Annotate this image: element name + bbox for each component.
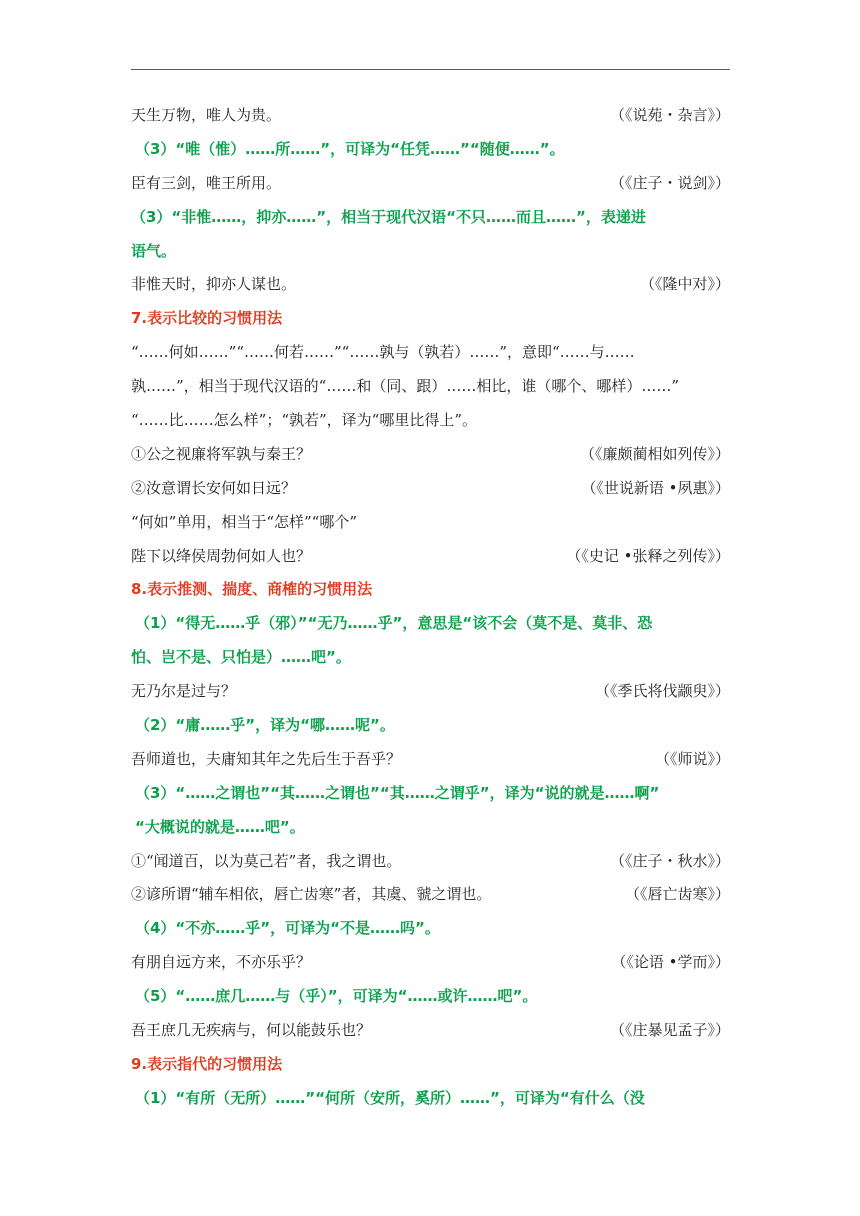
example-line: ①“闻道百，以为莫己若”者，我之谓也。 （《庄子・秋水》）: [131, 845, 730, 879]
source-citation: （《庄子・秋水》）: [609, 851, 730, 870]
body-line: “……比……怎么样”；“孰若”，译为“哪里比得上”。: [131, 411, 478, 430]
rule-line: （1）“得无……乎（邪）”“无乃……乎”，意思是“该不会（莫不是、莫非、恐: [135, 614, 653, 633]
rule-line: （5）“……庶几……与（乎）”，可译为“……或许……吧”。: [135, 987, 538, 1006]
rule-line-continued: “大概说的就是……吧”。: [135, 817, 305, 836]
example-line: 无乃尔是过与？ （《季氏将伐颛臾》）: [131, 675, 730, 709]
rule-line-continued: 怕、岂不是、只怕是）……吧”。: [131, 648, 351, 667]
source-citation: （《论语 •学而》）: [611, 953, 730, 972]
example-line: 天生万物，唯人为贵。 （《说苑・杂言》）: [131, 99, 730, 133]
example-line: 臣有三剑，唯王所用。 （《庄子・说剑》）: [131, 167, 730, 201]
example-line: ②谚所谓“辅车相依，唇亡齿寒”者，其虞、虢之谓也。 （《唇亡齿寒》）: [131, 878, 730, 912]
example-line: 有朋自远方来，不亦乐乎？ （《论语 •学而》）: [131, 946, 730, 980]
rule-line: （2）“庸……乎”，译为“哪……呢”。: [135, 716, 395, 735]
example-line: 非惟天时，抑亦人谋也。 （《隆中对》）: [131, 268, 730, 302]
source-citation: （《说苑・杂言》）: [609, 106, 730, 124]
source-citation: （《庄子・说剑》）: [609, 173, 730, 192]
document-body: [131, 99, 730, 1116]
body-line: 孰……”，相当于现代汉语的“……和（同、跟）……相比，谁（哪个、哪样）……”: [131, 377, 680, 396]
source-citation: （《季氏将伐颛臾》）: [594, 682, 730, 701]
rule-line: （3）“……之谓也”“其……之谓也”“其……之谓乎”，译为“说的就是……啊”: [135, 783, 660, 802]
example-line: ②汝意谓长安何如日远？ （《世说新语 •夙惠》）: [131, 472, 730, 506]
section-heading: 7.表示比较的习惯用法: [131, 309, 283, 328]
section-heading: 9.表示指代的习惯用法: [131, 1054, 283, 1073]
source-citation: （《师说》）: [654, 749, 730, 768]
rule-line: （1）“有所（无所）……”“何所（安所，奚所）……”，可译为“有什么（没: [135, 1088, 645, 1107]
rule-line: （4）“不亦……乎”，可译为“不是……吗”。: [135, 919, 440, 938]
source-citation: （《隆中对》）: [639, 275, 730, 294]
source-citation: （《世说新语 •夙惠》）: [581, 478, 730, 497]
example-line: 吾师道也，夫庸知其年之先后生于吾乎？ （《师说》）: [131, 743, 730, 777]
source-citation: （《唇亡齿寒》）: [624, 885, 730, 904]
example-line: ①公之视廉将军孰与秦王？ （《廉颇蔺相如列传》）: [131, 438, 730, 472]
section-heading: 8.表示推测、揣度、商榷的习惯用法: [131, 580, 373, 599]
rule-line-continued: 语气。: [131, 241, 177, 260]
source-citation: （《廉颇蔺相如列传》）: [579, 444, 730, 463]
body-line: “……何如……”“……何若……”“……孰与（孰若）……”，意即“……与……: [131, 343, 635, 362]
example-line: 陛下以绛侯周勃何如人也？ （《史记 •张释之列传》）: [131, 540, 730, 574]
source-citation: （《史记 •张释之列传》）: [566, 546, 730, 565]
body-line: “何如”单用，相当于“怎样”“哪个”: [131, 512, 358, 531]
example-line: 吾王庶几无疾病与，何以能鼓乐也？ （《庄暴见孟子》）: [131, 1014, 730, 1048]
header-rule: [131, 69, 730, 70]
rule-line: （3）“唯（惟）……所……”，可译为“任凭……”“随便……”。: [135, 139, 565, 158]
source-citation: （《庄暴见孟子》）: [609, 1021, 730, 1040]
rule-line: （3）“非惟……，抑亦……”，相当于现代汉语“不只……而且……”，表递进: [131, 207, 646, 226]
